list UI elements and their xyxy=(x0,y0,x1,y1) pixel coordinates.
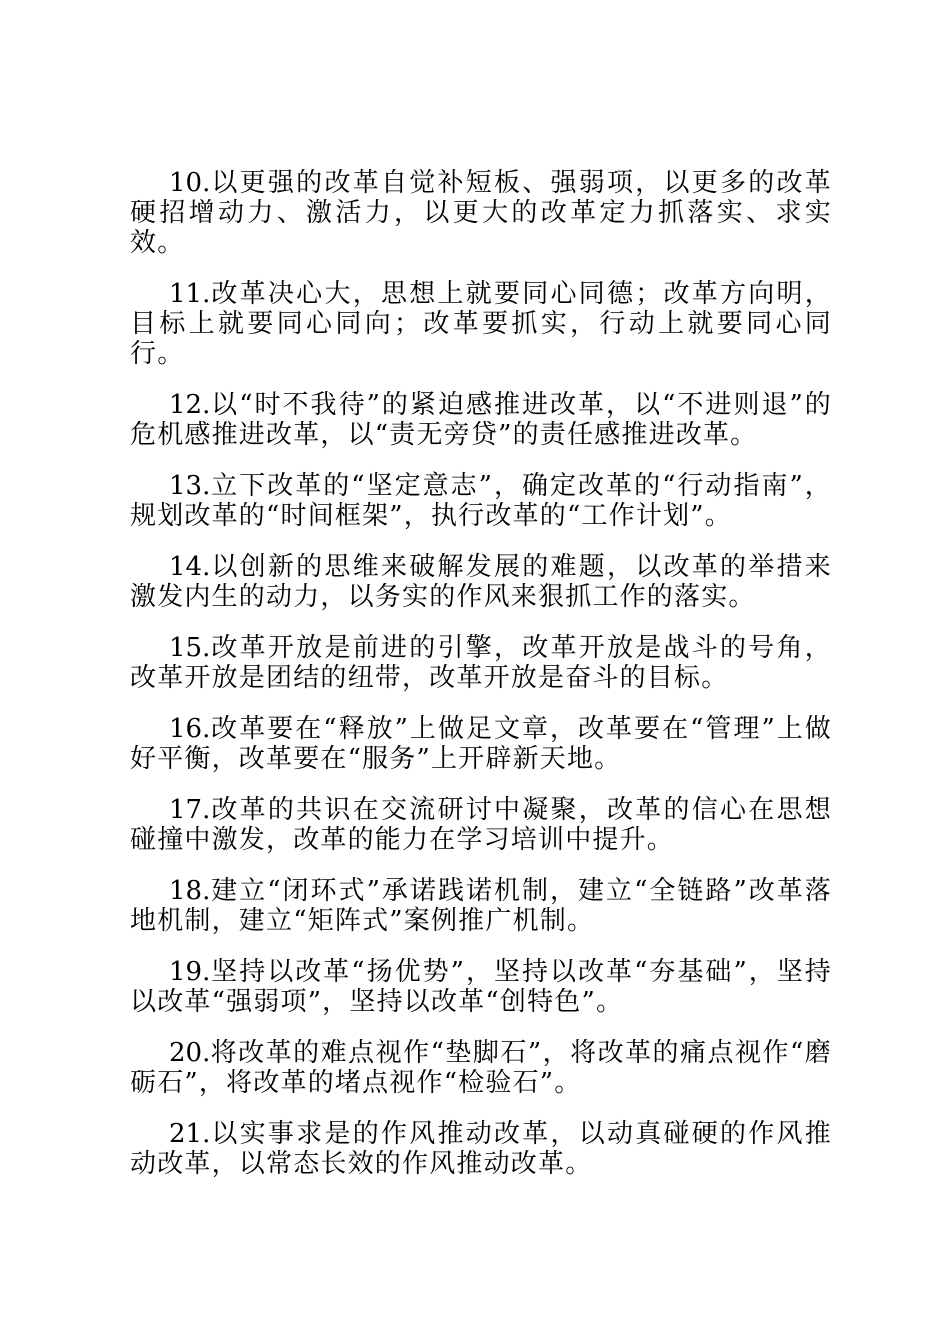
paragraph-18 xyxy=(130,876,832,936)
paragraph-number: 14. xyxy=(169,552,211,582)
paragraph-19 xyxy=(130,957,832,1017)
paragraph-text: 以“时不我待”的紧迫感推进改革，以“不进则退”的危机感推进改革，以“责无旁贷”的责任感推进改革。 xyxy=(130,390,832,450)
paragraph-20 xyxy=(130,1038,832,1098)
paragraph-number: 19. xyxy=(169,957,211,987)
paragraph-text: 以创新的思维来破解发展的难题，以改革的举措来激发内生的动力，以务实的作风来狠抓工作的落实。 xyxy=(130,552,832,612)
paragraph-14 xyxy=(130,552,832,612)
paragraph-number: 21. xyxy=(169,1119,211,1149)
paragraph-text: 将改革的难点视作“垫脚石”，将改革的痛点视作“磨砺石”，将改革的堵点视作“检验石”。 xyxy=(130,1038,832,1098)
paragraph-number: 20. xyxy=(169,1038,211,1068)
paragraph-text: 改革要在“释放”上做足文章，改革要在“管理”上做好平衡，改革要在“服务”上开辟新天地。 xyxy=(130,714,832,774)
paragraph-10 xyxy=(130,168,832,258)
paragraph-number: 10. xyxy=(169,168,211,198)
paragraph-text: 以更强的改革自觉补短板、强弱项，以更多的改革硬招增动力、激活力，以更大的改革定力抓落实、求实效。 xyxy=(130,168,832,258)
paragraph-number: 16. xyxy=(169,714,211,744)
paragraph-text: 以实事求是的作风推动改革，以动真碰硬的作风推动改革，以常态长效的作风推动改革。 xyxy=(130,1119,832,1179)
paragraph-15 xyxy=(130,633,832,693)
paragraph-number: 12. xyxy=(169,390,211,420)
paragraph-12 xyxy=(130,390,832,450)
paragraph-number: 17. xyxy=(169,795,211,825)
document-page xyxy=(130,168,832,1200)
paragraph-number: 15. xyxy=(169,633,211,663)
paragraph-text: 改革的共识在交流研讨中凝聚，改革的信心在思想碰撞中激发，改革的能力在学习培训中提升。 xyxy=(130,795,832,855)
paragraph-number: 11. xyxy=(169,279,211,309)
paragraph-text: 坚持以改革“扬优势”，坚持以改革“夯基础”，坚持以改革“强弱项”，坚持以改革“创特色”。 xyxy=(130,957,832,1017)
paragraph-13 xyxy=(130,471,832,531)
paragraph-text: 立下改革的“坚定意志”，确定改革的“行动指南”，规划改革的“时间框架”，执行改革的“工作计划”。 xyxy=(130,471,832,531)
paragraph-16 xyxy=(130,714,832,774)
paragraph-text: 改革开放是前进的引擎，改革开放是战斗的号角，改革开放是团结的纽带，改革开放是奋斗的目标。 xyxy=(130,633,832,693)
paragraph-text: 建立“闭环式”承诺践诺机制，建立“全链路”改革落地机制，建立“矩阵式”案例推广机制。 xyxy=(130,876,832,936)
paragraph-number: 13. xyxy=(169,471,211,501)
paragraph-text: 改革决心大，思想上就要同心同德；改革方向明，目标上就要同心同向；改革要抓实，行动上就要同心同行。 xyxy=(130,279,832,369)
paragraph-17 xyxy=(130,795,832,855)
paragraph-11 xyxy=(130,279,832,369)
paragraph-21 xyxy=(130,1119,832,1179)
paragraph-number: 18. xyxy=(169,876,211,906)
